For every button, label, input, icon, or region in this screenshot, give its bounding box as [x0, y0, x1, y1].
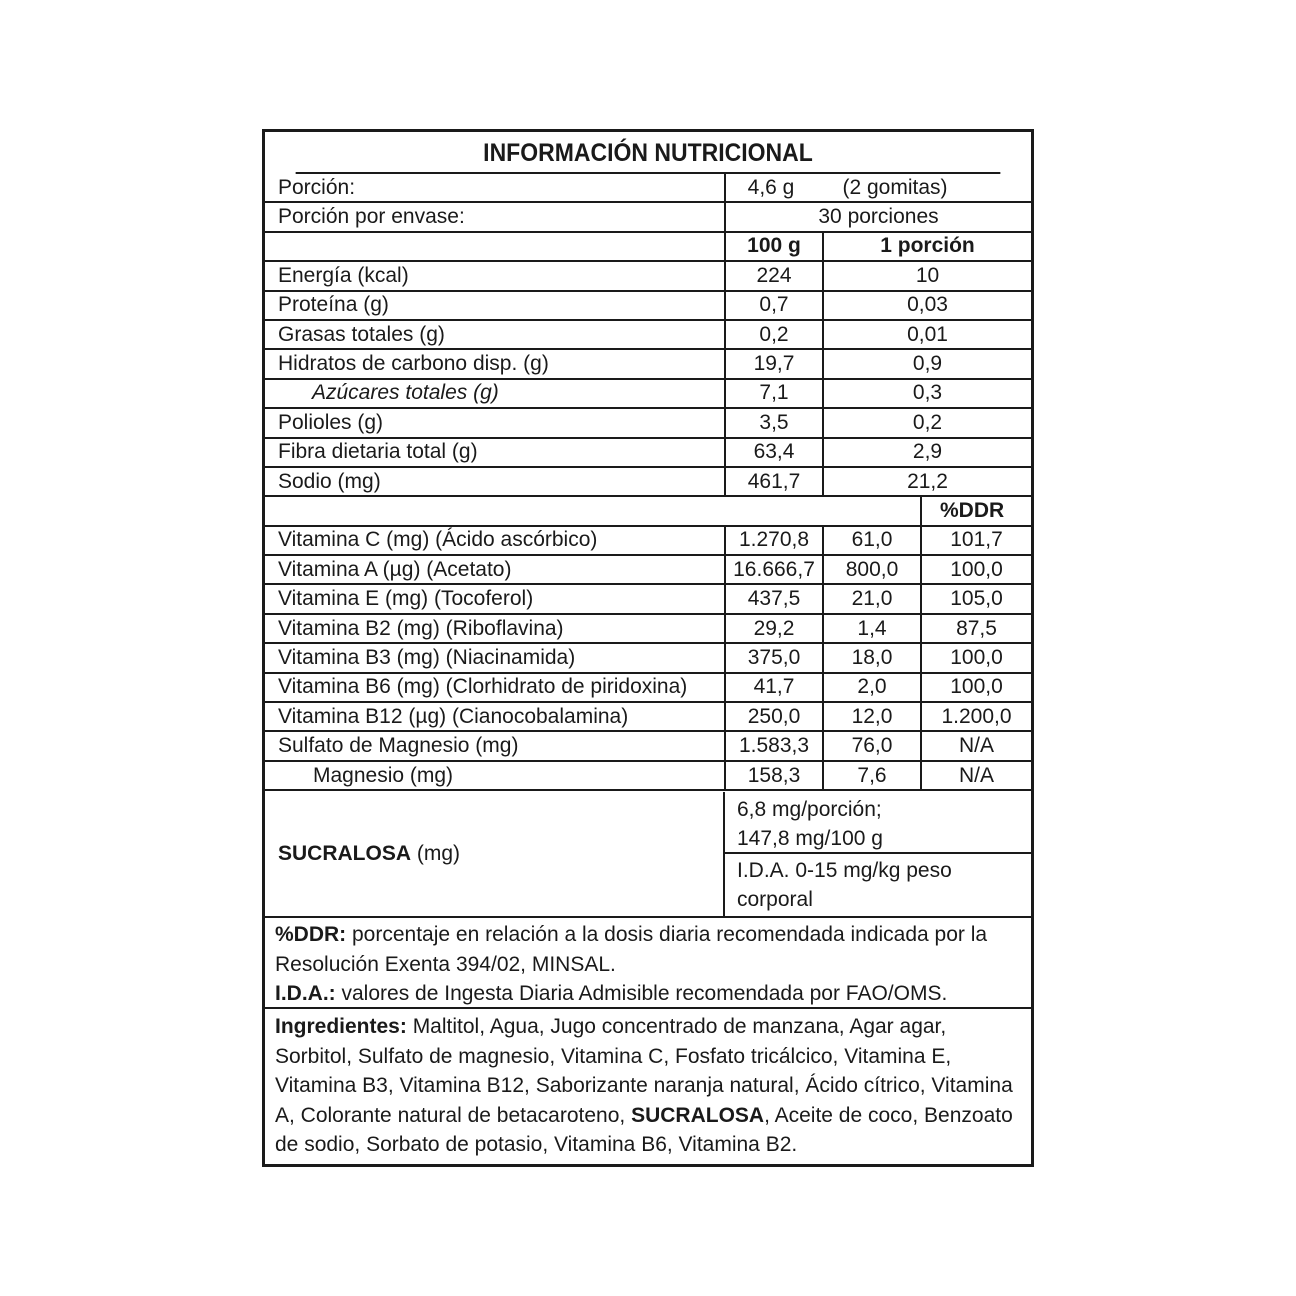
nutrient-name: Hidratos de carbono disp. (g)	[265, 349, 725, 378]
nutrient-row	[265, 320, 1031, 349]
vitamin-per100: 29,2	[725, 614, 823, 643]
vitamin-row	[265, 761, 1031, 790]
sucralose-ida-line2: corporal	[737, 888, 813, 911]
ingredients-label: Ingredientes:	[275, 1015, 407, 1038]
vitamin-row	[265, 526, 1031, 555]
header-ddr: %DDR	[921, 496, 1031, 525]
nutrient-per-serving: 0,03	[823, 291, 1031, 320]
vitamin-name: Vitamina B3 (mg) (Niacinamida)	[265, 643, 725, 672]
nutrient-per-serving: 0,2	[823, 408, 1031, 437]
nutrient-per-serving: 0,01	[823, 320, 1031, 349]
vitamin-name: Vitamina C (mg) (Ácido ascórbico)	[265, 526, 725, 555]
sucralose-per-serving: 6,8 mg/porción;	[737, 798, 882, 821]
nutrient-per100: 0,2	[725, 320, 823, 349]
sucralose-per100: 147,8 mg/100 g	[737, 827, 883, 850]
vitamin-name: Vitamina A (µg) (Acetato)	[265, 555, 725, 584]
nutrient-per100: 461,7	[725, 467, 823, 496]
nutrient-per100: 19,7	[725, 349, 823, 378]
notes-section	[265, 916, 1031, 1009]
nutrient-row	[265, 261, 1031, 290]
nutrient-name: Polioles (g)	[265, 408, 725, 437]
vitamin-per100: 437,5	[725, 584, 823, 613]
ddr-header-row	[265, 496, 1031, 525]
nutrient-name: Grasas totales (g)	[265, 320, 725, 349]
vitamin-name: Vitamina B12 (µg) (Cianocobalamina)	[265, 702, 725, 731]
vitamin-per100: 41,7	[725, 673, 823, 702]
nutrient-per100: 224	[725, 261, 823, 290]
nutrient-row	[265, 379, 1031, 408]
serving-row	[265, 174, 1031, 202]
ddr-term: %DDR:	[275, 923, 347, 946]
vitamin-row	[265, 584, 1031, 613]
vitamin-per-serving: 76,0	[823, 731, 921, 760]
nutrient-per-serving: 10	[823, 261, 1031, 290]
sucralose-ida-line1: I.D.A. 0-15 mg/kg peso	[737, 859, 952, 882]
vitamin-ddr: 1.200,0	[921, 702, 1031, 731]
panel-title: INFORMACIÓN NUTRICIONAL	[296, 132, 1001, 174]
nutrient-row	[265, 291, 1031, 320]
nutrient-name: Proteína (g)	[265, 291, 725, 320]
nutrient-name: Azúcares totales (g)	[265, 379, 725, 408]
vitamin-per-serving: 61,0	[823, 526, 921, 555]
nutrient-per-serving: 0,9	[823, 349, 1031, 378]
vitamin-per-serving: 12,0	[823, 702, 921, 731]
nutrient-per-serving: 21,2	[823, 467, 1031, 496]
vitamin-name: Vitamina B2 (mg) (Riboflavina)	[265, 614, 725, 643]
nutrient-name: Sodio (mg)	[265, 467, 725, 496]
nutrient-per100: 0,7	[725, 291, 823, 320]
servings-per-container-row	[265, 202, 1031, 231]
ingredients-text-end: , Aceite de coco, Benzoato de sodio, Sorbato de potasio, Vitamina B6, Vitamina B2.	[275, 1103, 1013, 1156]
vitamin-name: Sulfato de Magnesio (mg)	[265, 731, 725, 760]
column-header-row	[265, 232, 1031, 261]
sucralose-unit: (mg)	[411, 842, 461, 865]
vitamin-ddr: N/A	[921, 731, 1031, 760]
vitamin-per-serving: 800,0	[823, 555, 921, 584]
nutrient-per-serving: 2,9	[823, 438, 1031, 467]
servings-per-container-label: Porción por envase:	[265, 202, 725, 231]
ida-definition: valores de Ingesta Diaria Admisible recomendada por FAO/OMS.	[335, 982, 948, 1005]
serving-label: Porción:	[265, 174, 725, 202]
nutrient-row	[265, 467, 1031, 496]
vitamin-per100: 1.270,8	[725, 526, 823, 555]
sucralose-values	[723, 792, 1031, 916]
vitamin-per-serving: 18,0	[823, 643, 921, 672]
vitamin-ddr: 105,0	[921, 584, 1031, 613]
vitamin-ddr: 100,0	[921, 673, 1031, 702]
vitamin-per100: 1.583,3	[725, 731, 823, 760]
vitamin-ddr: N/A	[921, 761, 1031, 790]
vitamin-per100: 250,0	[725, 702, 823, 731]
serving-units: (2 gomitas)	[842, 175, 948, 199]
vitamin-per-serving: 7,6	[823, 761, 921, 790]
ddr-definition: porcentaje en relación a la dosis diaria recomendada indicada por la Resolución Exenta 394/02, MINSAL.	[275, 923, 988, 976]
vitamin-per100: 375,0	[725, 643, 823, 672]
vitamin-row	[265, 555, 1031, 584]
serving-value	[725, 174, 1031, 202]
vitamin-name: Magnesio (mg)	[265, 761, 725, 790]
ingredients-text: Maltitol, Agua, Jugo concentrado de manzana, Agar agar, Sorbitol, Sulfato de magnesio, Vitamina C, Fosfato tricálcico, Vitamina E, Vitamina B3, Vitamina B12, Saborizante naranja natural, Ácido cítrico, Vitamina A, Colorante natural de betacaroteno,	[275, 1015, 1013, 1127]
nutrient-per-serving: 0,3	[823, 379, 1031, 408]
ingredients-sucralose: SUCRALOSA	[631, 1103, 765, 1127]
vitamin-row	[265, 731, 1031, 760]
vitamin-ddr: 100,0	[921, 643, 1031, 672]
nutrition-facts-panel	[262, 129, 1034, 1167]
nutrient-row	[265, 408, 1031, 437]
serving-size: 4,6 g	[747, 175, 795, 199]
vitamin-per-serving: 1,4	[823, 614, 921, 643]
sucralose-amount	[725, 792, 1031, 854]
vitamin-per100: 158,3	[725, 761, 823, 790]
nutrient-per100: 63,4	[725, 438, 823, 467]
sucralose-ida	[725, 854, 1031, 914]
header-per-serving: 1 porción	[823, 232, 1031, 261]
ingredients-section	[265, 1009, 1031, 1160]
ddr-header-empty	[265, 496, 921, 525]
nutrition-table	[265, 174, 1031, 791]
vitamin-row	[265, 614, 1031, 643]
servings-per-container-value: 30 porciones	[725, 202, 1031, 231]
nutrient-row	[265, 349, 1031, 378]
nutrient-name: Fibra dietaria total (g)	[265, 438, 725, 467]
nutrient-name: Energía (kcal)	[265, 261, 725, 290]
sucralose-name: SUCRALOSA	[278, 842, 412, 865]
vitamin-name: Vitamina B6 (mg) (Clorhidrato de piridoxina)	[265, 673, 725, 702]
sucralose-label	[278, 792, 460, 916]
ida-term: I.D.A.:	[275, 982, 336, 1005]
sucralose-section	[265, 792, 1031, 918]
nutrient-per100: 3,5	[725, 408, 823, 437]
header-per100: 100 g	[725, 232, 823, 261]
vitamin-row	[265, 702, 1031, 731]
vitamin-per-serving: 2,0	[823, 673, 921, 702]
vitamin-row	[265, 643, 1031, 672]
vitamin-ddr: 100,0	[921, 555, 1031, 584]
vitamin-name: Vitamina E (mg) (Tocoferol)	[265, 584, 725, 613]
nutrient-per100: 7,1	[725, 379, 823, 408]
vitamin-row	[265, 673, 1031, 702]
vitamin-per-serving: 21,0	[823, 584, 921, 613]
nutrient-row	[265, 438, 1031, 467]
header-empty	[265, 232, 725, 261]
vitamin-per100: 16.666,7	[725, 555, 823, 584]
vitamin-ddr: 101,7	[921, 526, 1031, 555]
vitamin-ddr: 87,5	[921, 614, 1031, 643]
